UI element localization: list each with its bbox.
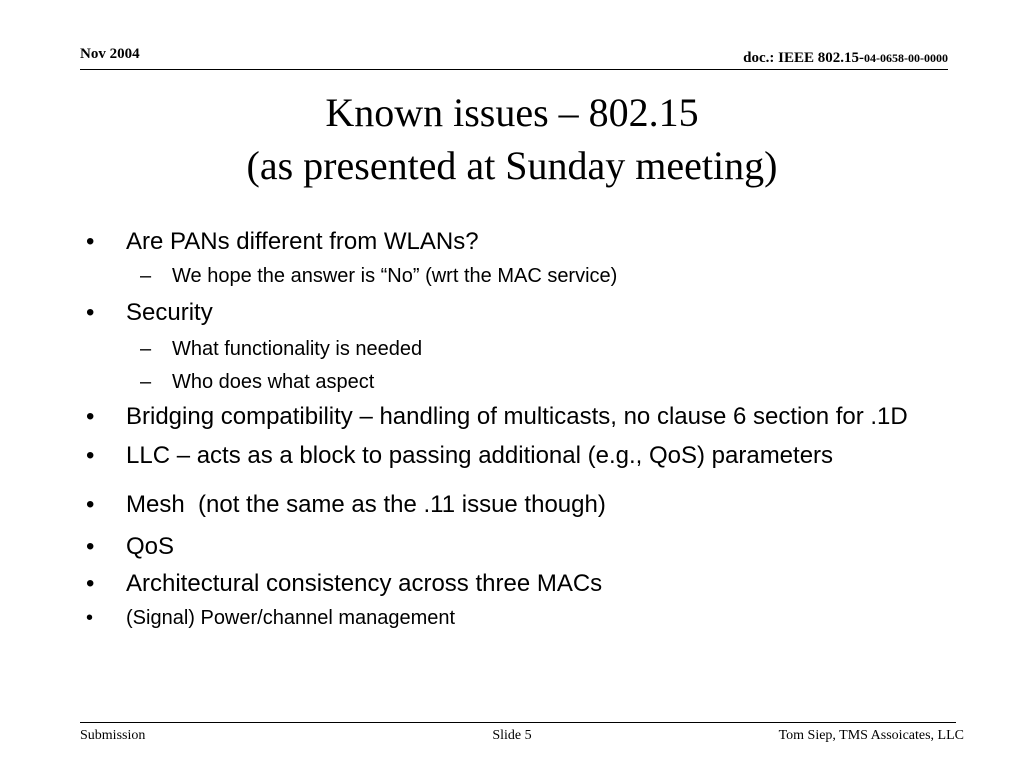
sub-bullet-text: What functionality is needed <box>172 338 423 360</box>
bullet-marker: • <box>86 299 95 326</box>
bullet-marker: • <box>86 403 95 430</box>
footer-author: Tom Siep, TMS Assoicates, LLC <box>778 728 964 743</box>
footer-submission: Submission <box>80 728 146 743</box>
bullet-item <box>84 226 944 257</box>
bullet-marker: • <box>86 607 94 629</box>
bullet-item <box>84 401 944 432</box>
bullet-item <box>84 531 944 562</box>
dash-marker: – <box>140 338 152 360</box>
bullet-text: (Signal) Power/channel management <box>126 607 456 629</box>
sub-bullet-text: We hope the answer is “No” (wrt the MAC service) <box>172 265 618 287</box>
bullet-marker: • <box>86 533 95 560</box>
bullet-item <box>84 440 944 471</box>
sub-bullet-item <box>84 369 944 395</box>
bullet-text: Are PANs different from WLANs? <box>126 228 479 255</box>
header-date: Nov 2004 <box>80 46 140 62</box>
dash-marker: – <box>140 371 152 393</box>
slide-title <box>0 86 1024 192</box>
bullet-text: Security <box>126 299 213 326</box>
document-number: 04-0658-00-0000 <box>864 51 948 65</box>
footer-rule <box>80 722 956 723</box>
bullet-text: Mesh (not the same as the .11 issue though) <box>126 491 606 518</box>
bullet-text: Architectural consistency across three MACs <box>126 570 603 597</box>
bullet-marker: • <box>86 442 95 469</box>
bullet-item <box>84 568 944 599</box>
slide-title-line-2: (as presented at Sunday meeting) <box>246 143 778 188</box>
document-id <box>743 50 948 67</box>
sub-bullet-item <box>84 263 944 289</box>
bullet-marker: • <box>86 491 95 518</box>
bullet-text: Bridging compatibility – handling of multicasts, no clause 6 section for .1D <box>126 403 908 430</box>
bullet-text: LLC – acts as a block to passing additional (e.g., QoS) parameters <box>126 442 834 469</box>
dash-marker: – <box>140 265 152 287</box>
bullet-marker: • <box>86 570 95 597</box>
bullet-marker: • <box>86 228 95 255</box>
header-rule <box>80 69 948 70</box>
slide-number: Slide 5 <box>492 728 532 743</box>
slide-title-line-1: Known issues – 802.15 <box>325 90 699 135</box>
sub-bullet-item <box>84 336 944 362</box>
bullet-item <box>84 605 944 632</box>
bullet-item <box>84 489 944 520</box>
bullet-list <box>84 226 944 632</box>
sub-bullet-text: Who does what aspect <box>172 371 375 393</box>
document-id-prefix: doc.: IEEE 802.15- <box>743 50 864 66</box>
bullet-text: QoS <box>126 533 175 560</box>
bullet-item <box>84 297 944 328</box>
